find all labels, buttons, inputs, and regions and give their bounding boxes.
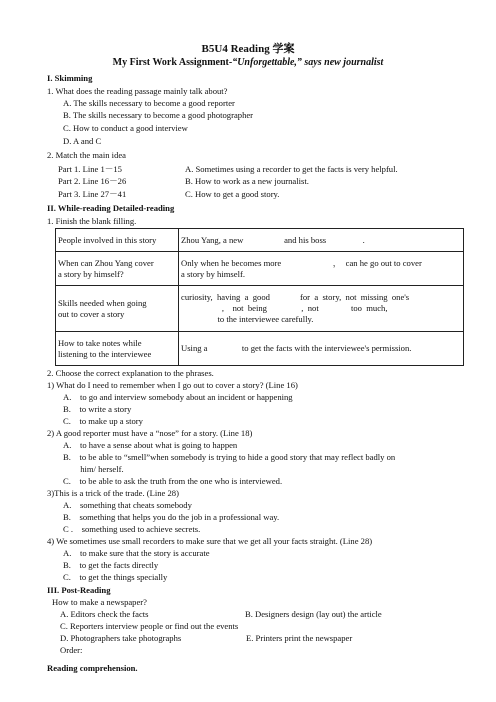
table-cell (56, 332, 179, 366)
option-c: C . something used to achieve secrets. (63, 524, 201, 534)
cell-line: listening to the interviewee (58, 348, 152, 359)
option-b: B. to be able to “smell”when somebody is trying to hide a good story that may reflect badly on (63, 452, 396, 462)
cell-line: Only when he becomes more ， can he go out to cover (181, 257, 422, 268)
table-row (56, 286, 464, 332)
cell-line: out to cover a story (58, 308, 125, 319)
subtitle-prefix: My First Work Assignment- (112, 57, 233, 68)
step-c: C. Reporters interview people or find out the events (60, 621, 239, 631)
phrase-question-4: 4) We sometimes use small recorders to make sure that we get all your facts straight. (Line 28) (47, 536, 373, 546)
section-skimming-heading: I. Skimming (47, 73, 93, 83)
option-a: A. to go and interview somebody about an incident or happening (63, 392, 293, 402)
option-c: C. to get the things specially (63, 572, 168, 582)
table-cell: Zhou Yang, a new and his boss . (179, 229, 464, 252)
cell-line: , not being , not too much, (181, 303, 388, 313)
option-b: B. to get the facts directly (63, 560, 159, 570)
option-a: A. to have a sense about what is going to happen (63, 440, 238, 450)
cell-line: When can Zhou Yang cover (58, 257, 154, 268)
match-idea-a: A. Sometimes using a recorder to get the facts is very helpful. (185, 164, 398, 174)
step-d: D. Photographers take photographs (60, 633, 182, 643)
option-a: A. something that cheats somebody (63, 500, 192, 510)
step-a: A. Editors check the facts (60, 609, 149, 619)
section-post-reading-heading: III. Post-Reading (47, 585, 111, 595)
match-part-3: Part 3. Line 27－41 (58, 189, 127, 199)
phrase-question-1: 1) What do I need to remember when I go out to cover a story? (Line 16) (47, 380, 298, 390)
table-cell (56, 252, 179, 286)
page-subtitle (0, 57, 496, 69)
fill-heading: 1. Finish the blank filling. (47, 216, 137, 226)
step-e: E. Printers print the newspaper (246, 633, 353, 643)
cell-line: curiosity, having a good for a story, not missing one's (181, 292, 410, 302)
table-cell (179, 252, 464, 286)
page-title: B5U4 Reading 学案 (201, 43, 295, 55)
option-c: C. to be able to ask the truth from the one who is interviewed. (63, 476, 283, 486)
cell-line: How to take notes while (58, 337, 142, 348)
option-a: A. The skills necessary to become a good reporter (63, 98, 235, 108)
table-row (56, 332, 464, 366)
order-label: Order: (60, 645, 83, 655)
table-cell: Using a to get the facts with the interviewee's permission. (179, 332, 464, 366)
table-cell (179, 286, 464, 332)
match-idea-b: B. How to work as a new journalist. (185, 176, 309, 186)
option-b: B. The skills necessary to become a good photographer (63, 110, 254, 120)
phrase-question-3: 3)This is a trick of the trade. (Line 28) (47, 488, 179, 498)
reading-comprehension-heading: Reading comprehension. (47, 663, 138, 673)
table-row (56, 229, 464, 252)
fill-table (55, 228, 464, 366)
subtitle-quote: “Unforgettable,” says new journalist (232, 57, 384, 68)
table-cell: People involved in this story (56, 229, 179, 252)
match-idea-c: C. How to get a good story. (185, 189, 280, 199)
option-c: C. How to conduct a good interview (63, 123, 188, 133)
option-b-continued: him/ herself. (63, 464, 124, 474)
table-cell (56, 286, 179, 332)
option-c: C. to make up a story (63, 416, 143, 426)
option-b: B. something that helps you do the job in a professional way. (63, 512, 280, 522)
cell-line: a story by himself. (181, 268, 245, 279)
step-b: B. Designers design (lay out) the article (245, 609, 382, 619)
question-2: 2. Match the main idea (47, 150, 126, 160)
post-reading-question: How to make a newspaper? (52, 597, 147, 607)
section-while-reading-heading: II. While-reading Detailed-reading (47, 203, 175, 213)
cell-line: Skills needed when going (58, 297, 147, 308)
option-d: D. A and C (63, 136, 102, 146)
match-part-1: Part 1. Line 1－15 (58, 164, 122, 174)
choose-heading: 2. Choose the correct explanation to the phrases. (47, 368, 214, 378)
table-row (56, 252, 464, 286)
phrase-question-2: 2) A good reporter must have a “nose” for a story. (Line 18) (47, 428, 253, 438)
cell-line: to the interviewee carefully. (181, 314, 314, 324)
match-part-2: Part 2. Line 16－26 (58, 176, 127, 186)
option-a: A. to make sure that the story is accurate (63, 548, 210, 558)
cell-line: a story by himself? (58, 268, 124, 279)
option-b: B. to write a story (63, 404, 132, 414)
question-1: 1. What does the reading passage mainly talk about? (47, 86, 228, 96)
